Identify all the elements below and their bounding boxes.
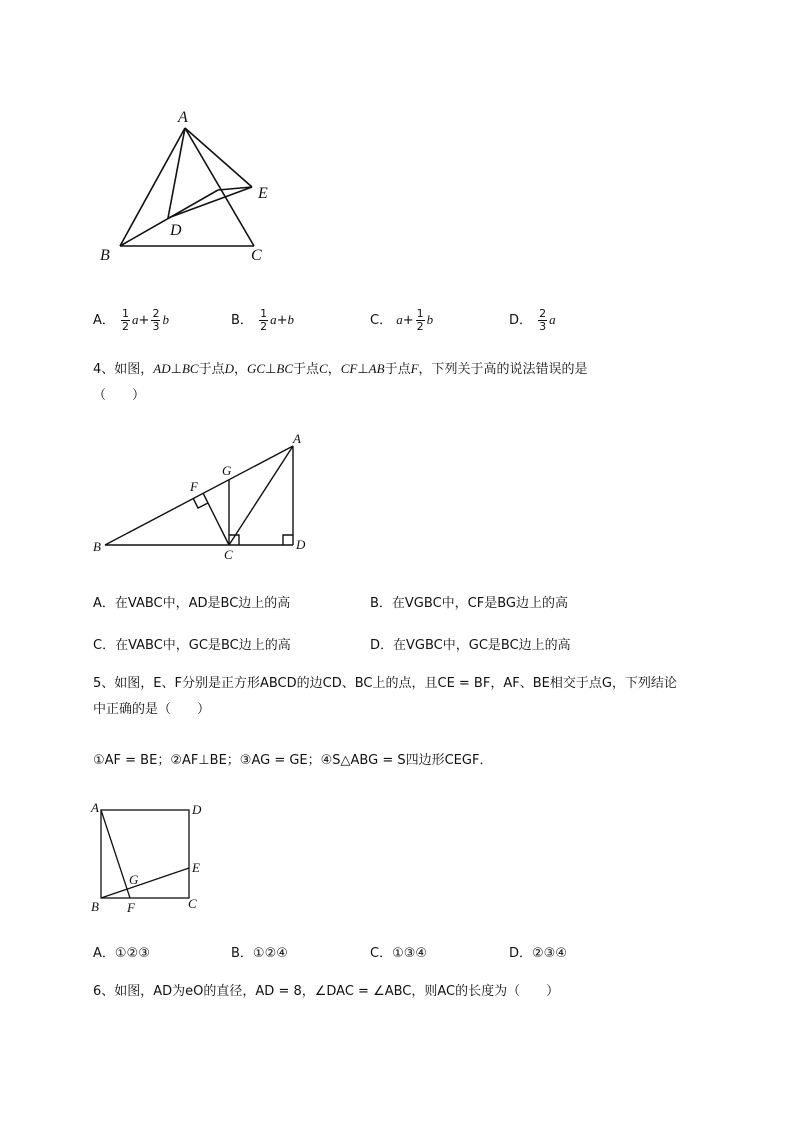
label-b: B	[91, 899, 99, 914]
label-e: E	[192, 860, 200, 875]
option-letter: A．	[93, 313, 115, 328]
q5-option-a[interactable]: A．①②③	[93, 946, 150, 961]
q6-stem: 6、如图，AD为eO的直径，AD = 8，∠DAC = ∠ABC，则AC的长度为（ ）	[93, 984, 560, 999]
label-f: F	[190, 479, 198, 494]
q4-stem: 4、如图，AD⊥BC于点D，GC⊥BC于点C，CF⊥AB于点F，下列关于高的说法错误的是 （ ）	[93, 361, 588, 403]
fraction: $\frac{1}{2}$	[122, 307, 130, 333]
label-g: G	[129, 872, 139, 887]
q4-option-c[interactable]: C．在VABC中，GC是BC边上的高	[93, 638, 291, 653]
option-letter: C．	[370, 313, 393, 328]
label-b: B	[100, 247, 110, 264]
figure-square-abcd	[88, 798, 208, 916]
label-b: B	[93, 539, 101, 554]
fraction: $\frac{2}{3}$	[539, 307, 547, 333]
label-f: F	[127, 900, 135, 915]
q5-option-c[interactable]: C．①③④	[370, 946, 428, 961]
label-e: E	[258, 185, 268, 202]
label-d: D	[170, 222, 182, 239]
label-g: G	[222, 463, 232, 478]
q3-option-c[interactable]: C． a+ $\frac{1}{2}$ b	[370, 307, 434, 333]
label-c: C	[251, 247, 262, 264]
label-a: A	[293, 431, 301, 446]
figure-triangle-abc-with-d-e	[90, 100, 290, 270]
q4-option-b[interactable]: B．在VGBC中，CF是BG边上的高	[370, 596, 568, 611]
fraction: $\frac{1}{2}$	[260, 307, 268, 333]
fraction: $\frac{2}{3}$	[152, 307, 160, 333]
label-c: C	[224, 547, 233, 562]
label-a: A	[178, 109, 188, 126]
label-c: C	[188, 896, 197, 911]
label-d: D	[192, 802, 202, 817]
q3-option-b[interactable]: B． $\frac{1}{2}$ a+b	[231, 307, 294, 333]
q3-option-a[interactable]: A． $\frac{1}{2}$ a+ $\frac{2}{3}$ b	[93, 307, 169, 333]
fraction: $\frac{1}{2}$	[416, 307, 424, 333]
label-d: D	[296, 537, 306, 552]
q4-option-d[interactable]: D．在VGBC中，GC是BC边上的高	[370, 638, 571, 653]
q5-option-d[interactable]: D．②③④	[509, 946, 567, 961]
option-letter: B．	[231, 313, 253, 328]
q3-option-d[interactable]: D． $\frac{2}{3}$ a	[509, 307, 556, 333]
figure-triangle-abd-heights	[90, 428, 320, 563]
q5-option-b[interactable]: B．①②④	[231, 946, 288, 961]
q5-stem: 5、如图，E、F分别是正方形ABCD的边CD、BC上的点，且CE = BF，AF、BE相交于点G，下列结论 中正确的是（ ）	[93, 676, 677, 717]
q5-statements: ①AF = BE；②AF⊥BE；③AG = GE；④S△ABG = S四边形CEGF．	[93, 753, 493, 768]
q4-option-a[interactable]: A．在VABC中，AD是BC边上的高	[93, 596, 291, 611]
option-letter: D．	[509, 313, 533, 328]
answer-paren: （ ）	[93, 388, 146, 403]
label-a: A	[91, 800, 99, 815]
